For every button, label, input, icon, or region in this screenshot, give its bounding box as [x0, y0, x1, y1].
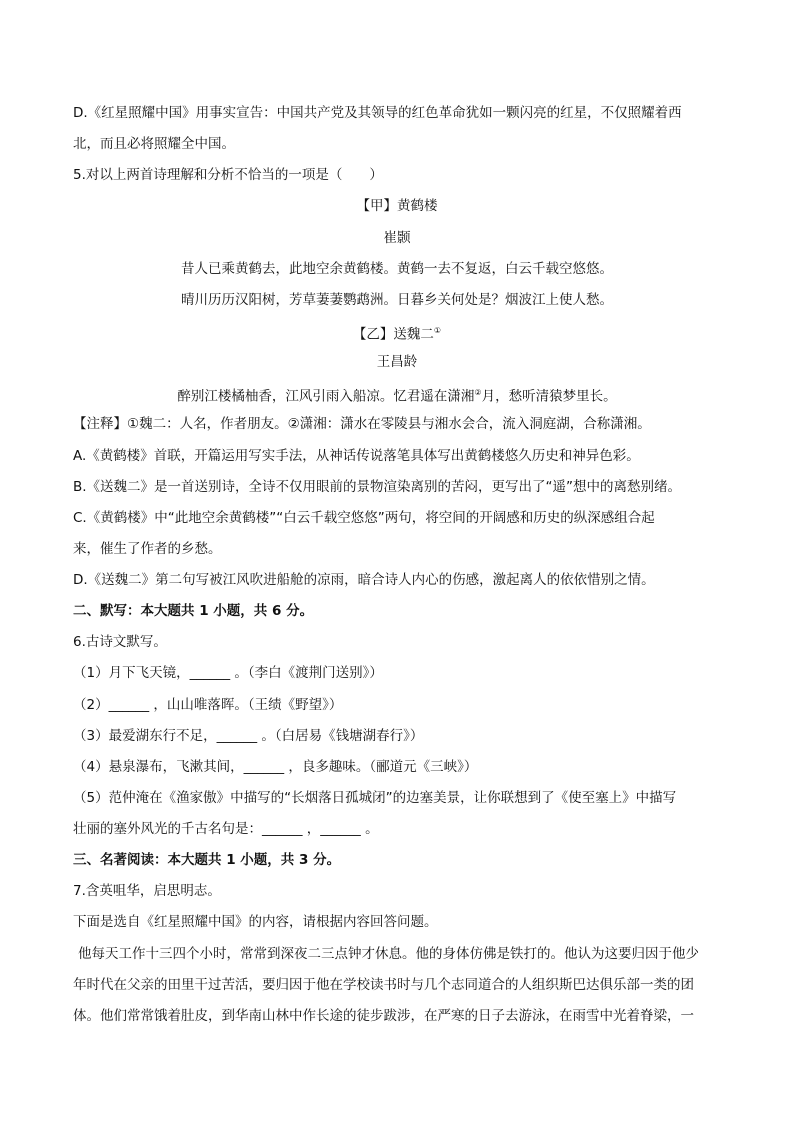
footnote-marker-1: ① — [433, 326, 442, 335]
poem-b-title-text: 【乙】送魏二 — [352, 326, 434, 343]
poem-a-title: 【甲】黄鹤楼 — [356, 198, 438, 214]
passage-line-2: 年时代在父亲的田里干过苦活，要归因于他在学校读书时与几个志同道合的人组织斯巴达俱乐部一类的团 — [73, 977, 694, 993]
section-3-heading: 三、名著阅读：本大题共 1 小题，共 3 分。 — [73, 852, 341, 868]
option-c-line2: 来，催生了作者的乡愁。 — [73, 541, 222, 557]
footnote-marker-2: ② — [474, 388, 482, 397]
poem-a-author: 崔颢 — [383, 230, 411, 246]
option-d: D.《送魏二》第二句写被江风吹进船舱的凉雨，暗合诗人内心的伤感，激起离人的依依惜别之情。 — [73, 572, 655, 588]
poem-b-line-part1: 醉别江楼橘柚香，江风引雨入船凉。忆君遥在潇湘 — [177, 388, 475, 405]
section-2-heading: 二、默写：本大题共 1 小题，共 6 分。 — [73, 603, 314, 619]
poem-b-author: 王昌龄 — [376, 354, 418, 370]
prev-option-d-line2: 北，而且必将照耀全中国。 — [73, 136, 235, 152]
question-7-intro: 下面是选自《红星照耀中国》的内容，请根据内容回答问题。 — [73, 914, 438, 930]
q6-item-2: （2）______ ，山山唯落晖。（王绩《野望》） — [73, 697, 343, 713]
q6-item-4: （4）悬泉瀑布，飞漱其间，______ ，良多趣味。（郦道元《三峡》） — [73, 759, 478, 775]
option-b: B.《送魏二》是一首送别诗，全诗不仅用眼前的景物渲染离别的苦闷，更写出了“遥”想中的离愁别绪。 — [73, 479, 682, 495]
q6-item-5-continued: 壮丽的塞外风光的千古名句是：______ ，______ 。 — [73, 821, 379, 837]
poem-a-line1: 昔人已乘黄鹤去，此地空余黄鹤楼。黄鹤一去不复返，白云千载空悠悠。 — [181, 261, 613, 277]
q6-item-3: （3）最爱湖东行不足，______ 。（白居易《钱塘湖春行》） — [73, 728, 424, 744]
poem-b-line — [0, 383, 794, 407]
prev-option-d-line1: D.《红星照耀中国》用事实宣告：中国共产党及其领导的红色革命犹如一颗闪亮的红星，不仅照耀着西 — [73, 105, 682, 121]
question-6-stem: 6.古诗文默写。 — [73, 634, 167, 650]
q6-item-1: （1）月下飞天镜，______ 。（李白《渡荆门送别》） — [73, 665, 383, 681]
option-c-line1: C.《黄鹤楼》中“此地空余黄鹤楼”“白云千载空悠悠”两句，将空间的开阔感和历史的纵深感组合起 — [73, 510, 655, 526]
passage-line-1: 他每天工作十三四个小时，常常到深夜二三点钟才休息。他的身体仿佛是铁打的。他认为这要归因于他少 — [78, 946, 699, 962]
question-5-stem: 5.对以上两首诗理解和分析不恰当的一项是（ ） — [73, 167, 383, 183]
question-7-stem: 7.含英咀华，启思明志。 — [73, 883, 221, 899]
passage-line-3: 体。他们常常饿着肚皮，到华南山林中作长途的徒步跋涉，在严寒的日子去游泳，在雨雪中光着脊梁，一 — [73, 1008, 694, 1024]
poem-a-line2: 晴川历历汉阳树，芳草萋萋鹦鹉洲。日暮乡关何处是？烟波江上使人愁。 — [181, 292, 613, 308]
option-a: A.《黄鹤楼》首联，开篇运用写实手法，从神话传说落笔具体写出黄鹤楼悠久历史和神异色彩。 — [73, 448, 640, 464]
poem-notes: 【注释】①魏二：人名，作者朋友。②潇湘：潇水在零陵县与湘水会合，流入洞庭湖，合称潇湘。 — [73, 416, 651, 432]
q6-item-5: （5）范仲淹在《渔家傲》中描写的“长烟落日孤城闭”的边塞美景，让你联想到了《使至塞上》中描写 — [73, 790, 677, 806]
poem-b-line-part2: 月，愁听清猿梦里长。 — [481, 388, 617, 405]
poem-b-title — [0, 321, 794, 345]
